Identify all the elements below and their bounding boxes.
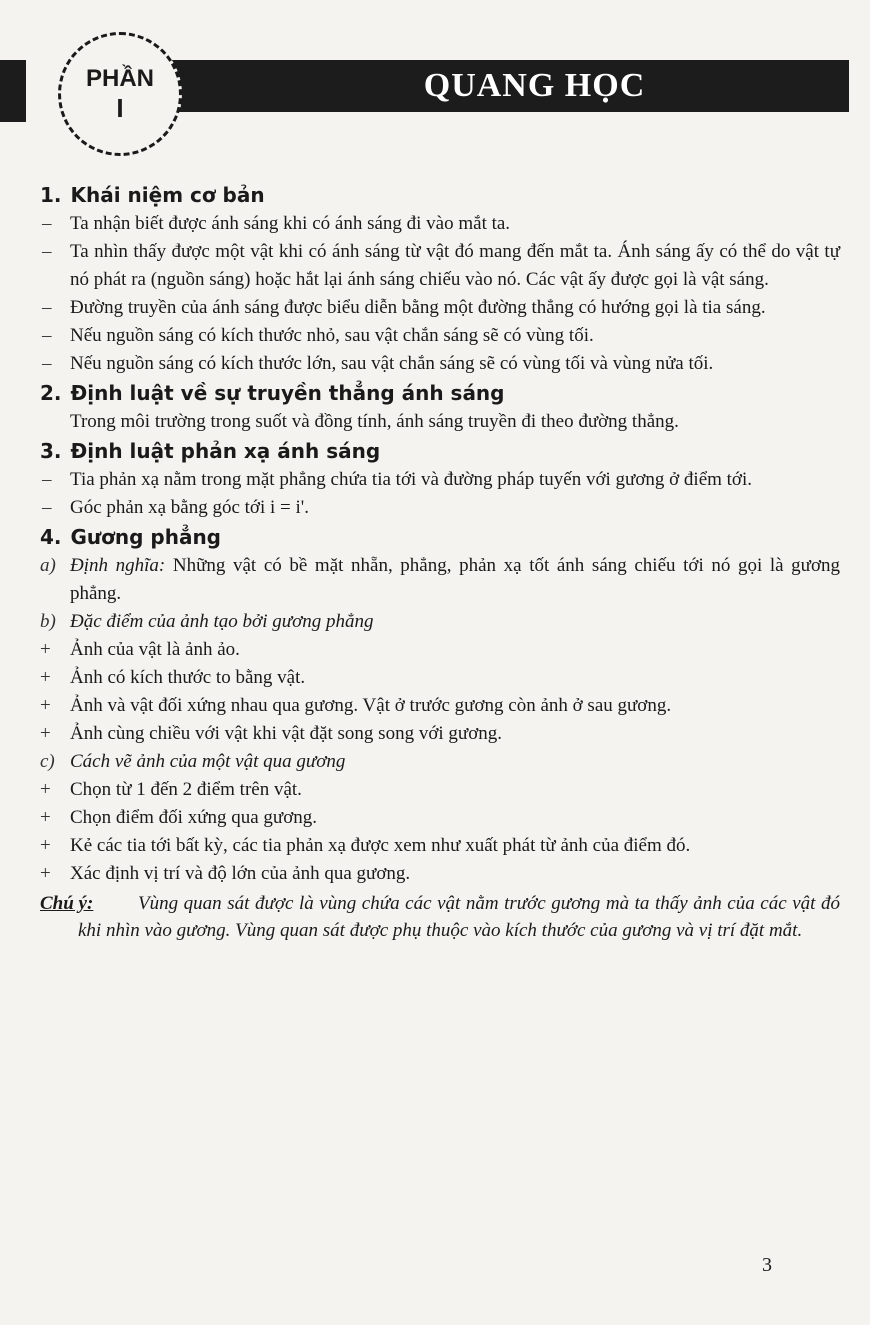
chapter-title-bar <box>160 60 849 112</box>
list-item: + Ảnh cùng chiều với vật khi vật đặt song song với gương. <box>40 723 502 744</box>
part-badge <box>58 32 182 156</box>
part-word: PHẦN <box>85 65 154 92</box>
list-item: + Chọn điểm đối xứng qua gương. <box>40 807 318 828</box>
note-text: Vùng quan sát được là vùng chứa các vật nằm trước gương mà ta thấy ảnh của các vật đó khi nhìn vào gương. Vùng quan sát được phụ thuộc vào kích thước của gương và vị trí đặt mắt. <box>78 893 840 941</box>
list-item: + Xác định vị trí và độ lớn của ảnh qua gương. <box>40 863 411 884</box>
section-heading: 4. Gương phẳng <box>40 525 222 549</box>
left-edge-tab <box>0 60 26 122</box>
chapter-title: QUANG HỌC <box>423 67 646 104</box>
list-item: + Ảnh và vật đối xứng nhau qua gương. Vật ở trước gương còn ảnh ở sau gương. <box>40 695 672 716</box>
section-heading: 3. Định luật phản xạ ánh sáng <box>40 439 381 463</box>
list-item: + Ảnh của vật là ảnh ảo. <box>40 639 240 660</box>
list-item: – Nếu nguồn sáng có kích thước lớn, sau vật chắn sáng sẽ có vùng tối và vùng nửa tối. <box>42 353 714 374</box>
list-item: – Tia phản xạ nằm trong mặt phẳng chứa tia tới và đường pháp tuyến với gương ở điểm tới. <box>42 469 753 490</box>
list-item: – Ta nhìn thấy được một vật khi có ánh sáng từ vật đó mang đến mắt ta. Ánh sáng ấy có thể do vật tự nó phát ra (nguồn sáng) hoặc hắt lại ánh sáng chiếu vào nó. Các vật ấy được gọi là vật sáng. <box>42 241 840 290</box>
note-block <box>40 890 840 944</box>
list-item: + Ảnh có kích thước to bằng vật. <box>40 667 306 688</box>
list-item: – Nếu nguồn sáng có kích thước nhỏ, sau vật chắn sáng sẽ có vùng tối. <box>42 325 594 346</box>
sub-heading: c) Cách vẽ ảnh của một vật qua gương <box>40 751 346 772</box>
list-item: – Ta nhận biết được ánh sáng khi có ánh sáng đi vào mắt ta. <box>42 213 511 234</box>
sub-heading: b) Đặc điểm của ảnh tạo bởi gương phẳng <box>40 611 374 632</box>
page-content <box>40 180 840 944</box>
part-number: I <box>116 93 124 123</box>
section-heading: 2. Định luật về sự truyền thẳng ánh sáng <box>40 381 505 405</box>
list-item: + Chọn từ 1 đến 2 điểm trên vật. <box>40 779 302 800</box>
list-item: – Đường truyền của ánh sáng được biểu diễn bằng một đường thẳng có hướng gọi là tia sáng. <box>42 297 766 318</box>
page-number: 3 <box>762 1254 772 1276</box>
note-label: Chú ý: <box>40 893 94 914</box>
definition-item: a) Định nghĩa: Những vật có bề mặt nhẵn, phẳng, phản xạ tốt ánh sáng chiếu tới nó gọi là gương phẳng. <box>40 555 841 604</box>
list-item: + Kẻ các tia tới bất kỳ, các tia phản xạ được xem như xuất phát từ ảnh của điểm đó. <box>40 835 691 856</box>
section-heading: 1. Khái niệm cơ bản <box>40 183 265 207</box>
list-item: – Góc phản xạ bằng góc tới i = i'. <box>42 497 309 518</box>
section-paragraph: Trong môi trường trong suốt và đồng tính, ánh sáng truyền đi theo đường thẳng. <box>70 411 679 432</box>
